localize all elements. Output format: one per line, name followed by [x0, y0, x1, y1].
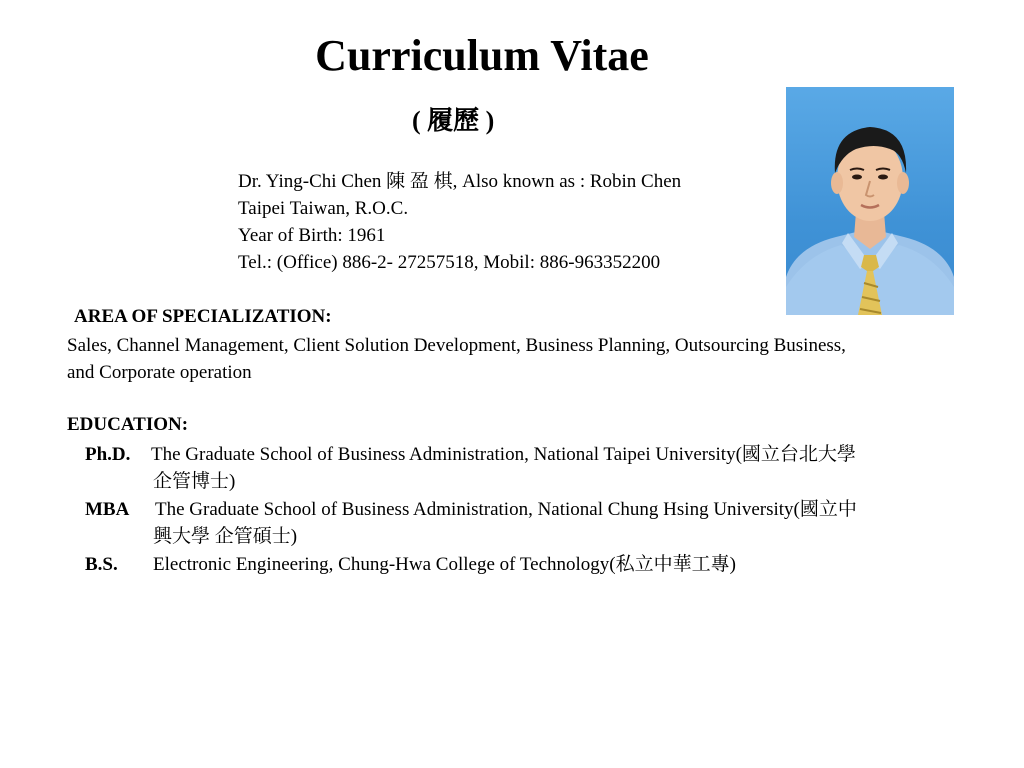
- bs-degree: B.S.: [85, 554, 118, 575]
- page-title: Curriculum Vitae: [315, 31, 649, 80]
- phd-line-1: The Graduate School of Business Administration, National Taipei University(國立台北大學: [151, 444, 856, 465]
- mba-line-1: The Graduate School of Business Administration, National Chung Hsing University(國立中: [155, 499, 857, 520]
- contact-block: [238, 168, 681, 276]
- education-heading: EDUCATION:: [67, 414, 189, 435]
- location-line: Taipei Taiwan, R.O.C.: [238, 198, 409, 219]
- bs-line-1: Electronic Engineering, Chung-Hwa College of Technology(私立中華工專): [153, 554, 736, 575]
- phd-degree: Ph.D.: [85, 444, 131, 465]
- portrait-illustration: [786, 87, 954, 315]
- specialization-heading: AREA OF SPECIALIZATION:: [74, 306, 332, 327]
- mba-line-2: 興大學 企管碩士): [153, 526, 298, 547]
- mba-degree: MBA: [85, 499, 130, 520]
- page-subtitle: ( 履歷 ): [412, 106, 495, 135]
- tel-line: Tel.: (Office) 886-2- 27257518, Mobil: 886-963352200: [238, 252, 661, 273]
- birth-line: Year of Birth: 1961: [238, 225, 386, 246]
- phd-line-2: 企管博士): [153, 471, 236, 492]
- portrait-photo: [786, 87, 954, 315]
- specialization-line-2: and Corporate operation: [67, 362, 252, 383]
- name-line: Dr. Ying-Chi Chen 陳 盈 棋, Also known as : Robin Chen: [238, 171, 682, 192]
- specialization-line-1: Sales, Channel Management, Client Solution Development, Business Planning, Outsourcing Business,: [67, 335, 846, 356]
